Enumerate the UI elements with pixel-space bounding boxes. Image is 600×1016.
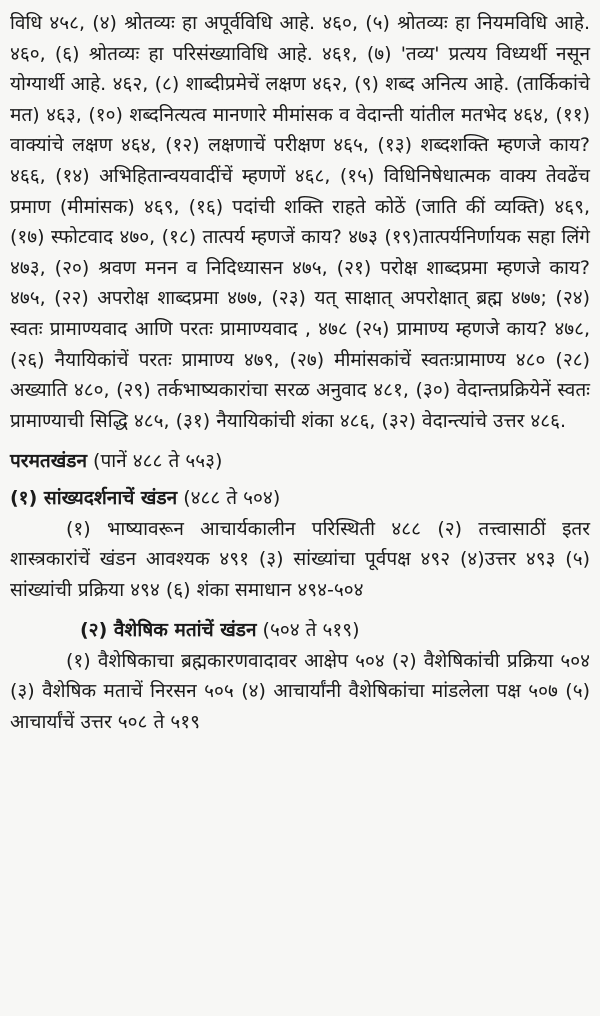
subsection-page-range: (५०४ ते ५१९) <box>256 619 360 642</box>
subsection-title: (१) सांख्यदर्शनाचें खंडन <box>10 486 178 509</box>
section-heading-paramatkhandan <box>10 446 590 477</box>
subsection-title: (२) वैशेषिक मतांचें खंडन <box>80 619 257 642</box>
section-title: परमतखंडन <box>10 450 88 473</box>
subsection-heading-vaisheshik <box>10 615 590 646</box>
vaisheshik-contents: (१) वैशेषिकाचा ब्रह्मकारणवादावर आक्षेप ५०४ (२) वैशेषिकांची प्रक्रिया ५०४ (३) वैशेषिक मताचें निरसन ५०५ (४) आचार्यांनी वैशेषिकांचा मांडलेला पक्ष ५०७ (५) आचार्यांचें उत्तर ५०८ ते ५१९ <box>10 649 590 734</box>
sankhya-contents: (१) भाष्यावरून आचार्यकालीन परिस्थिती ४८८ (२) तत्त्वासाठीं इतर शास्त्रकारांचें खंडन आवश्यक ४९१ (३) सांख्यांचा पूर्वपक्ष ४९२ (४)उत्तर ४९३ (५) सांख्यांची प्रक्रिया ४९४ (६) शंका समाधान ४९४-५०४ <box>10 517 590 601</box>
section-page-range: (पानें ४८८ ते ५५३) <box>87 450 223 473</box>
contents-paragraph-top: विधि ४५८, (४) श्रोतव्यः हा अपूर्वविधि आहे. ४६०, (५) श्रोतव्यः हा नियमविधि आहे. ४६०, (६) श्रोतव्यः हा परिसंख्याविधि आहे. ४६१, (७) 'तव्य' प्रत्यय विध्यर्थी नसून योग्यार्थी आहे. ४६२, (८) शाब्दीप्रमेचें लक्षण ४६२, (९) शब्द अनित्य आहे. (तार्किकांचे मत) ४६३, (१०) शब्दनित्यत्व मानणारे मीमांसक व वेदान्ती यांतील मतभेद ४६४, (११) वाक्यांचे लक्षण ४६४, (१२) लक्षणाचें परीक्षण ४६५, (१३) शब्दशक्ति म्हणजे काय?४६६, (१४) अभिहितान्वयवादींचें म्हणणें ४६८, (१५) विधिनिषेधात्मक वाक्य तेवढेंच प्रमाण (मीमांसक) ४६९, (१६) पदांची शक्ति राहते कोठें (जाति कीं व्यक्ति) ४६९, (१७) स्फोटवाद ४७०, (१८) तात्पर्य म्हणजें काय? ४७३ (१९)तात्पर्यनिर्णायक सहा लिंगे ४७३, (२०) श्रवण मनन व निदिध्यासन ४७५, (२१) परोक्ष शाब्दप्रमा म्हणजे काय? ४७५, (२२) अपरोक्ष शाब्दप्रमा ४७७, (२३) यत् साक्षात् अपरोक्षात् ब्रह्म ४७७; (२४) स्वतः प्रामाण्यवाद आणि परतः प्रामाण्यवाद , ४७८ (२५) प्रामाण्य म्हणजे काय? ४७८, (२६) नैयायिकांचें परतः प्रामाण्य ४७९, (२७) मीमांसकांचें स्वतःप्रामाण्य ४८० (२८) अख्याति ४८०, (२९) तर्कभाष्यकारांचा सरळ अनुवाद ४८१, (३०) वेदान्तप्रक्रियेनें स्वतः प्रामाण्याची सिद्धि ४८५, (३१) नैयायिकांची शंका ४८६, (३२) वेदान्त्यांचे उत्तर ४८६. <box>10 12 590 432</box>
subsection-page-range: (४८८ ते ५०४) <box>177 486 281 509</box>
subsection-heading-sankhya <box>10 483 590 514</box>
